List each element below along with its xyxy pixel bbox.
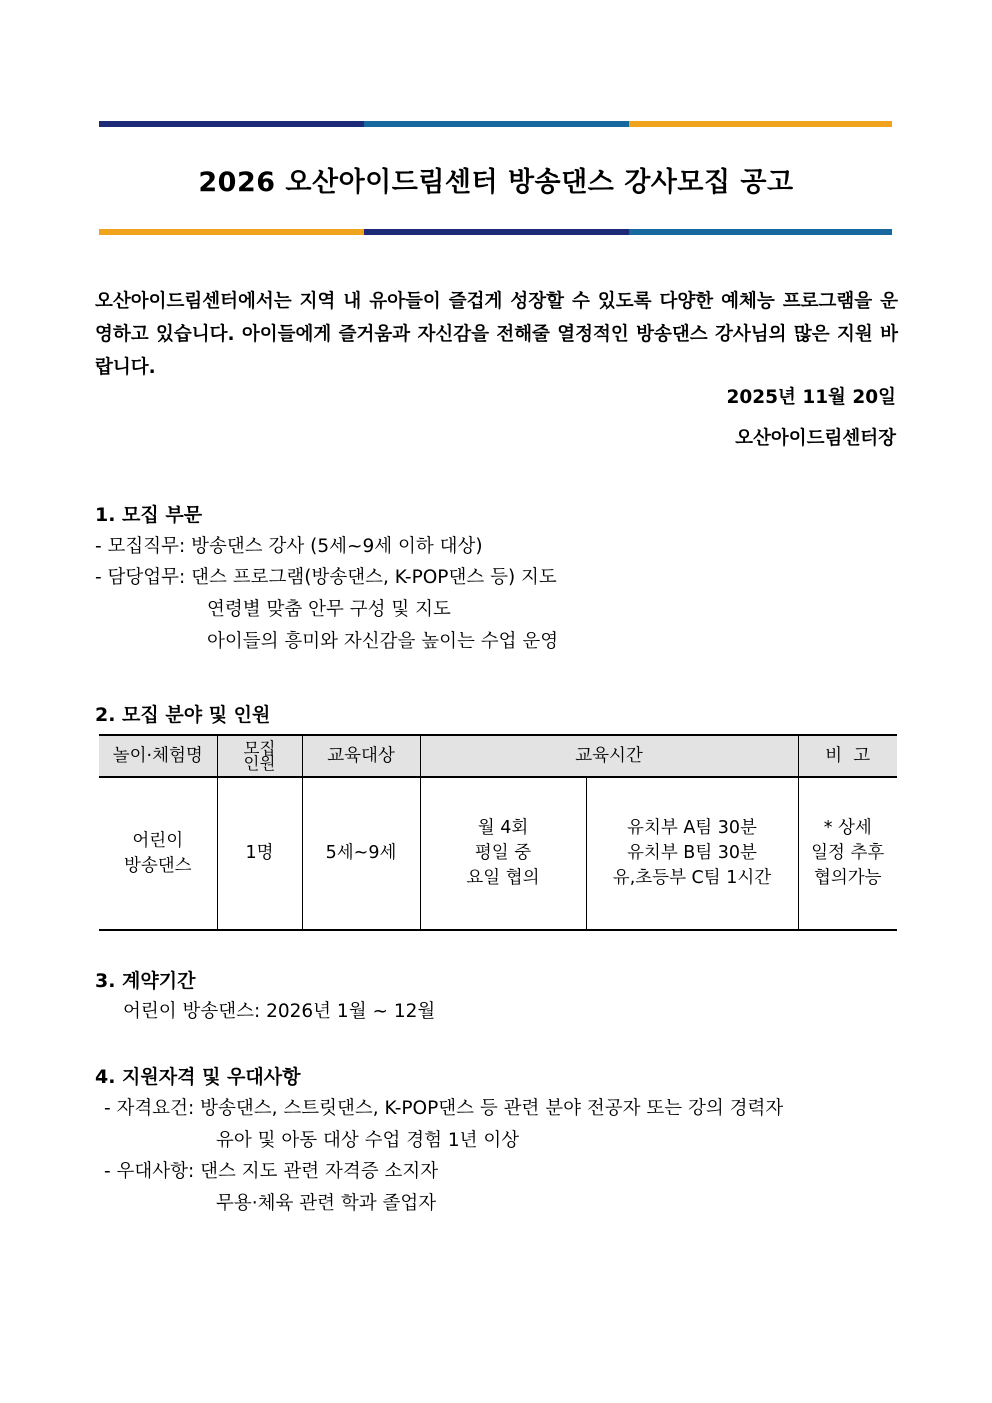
cell-program-line2: 방송댄스: [123, 855, 192, 876]
section4-line-preference-2: 무용·체육 관련 학과 졸업자: [216, 1193, 437, 1214]
cell-target: 5세~9세: [302, 777, 420, 930]
cell-count: 1명: [217, 777, 302, 930]
bottom-bar-orange: [99, 229, 364, 235]
top-bar-navy: [99, 121, 364, 127]
cell-schedule-line1: 월 4회: [477, 818, 529, 838]
bottom-bar-navy: [364, 229, 629, 235]
section4-line-qualification: - 자격요건: 방송댄스, 스트릿댄스, K-POP댄스 등 관련 분야 전공자 또는 강의 경력자: [104, 1098, 784, 1119]
section1-line-duty: - 담당업무: 댄스 프로그램(방송댄스, K-POP댄스 등) 지도: [95, 567, 557, 588]
cell-time-line3: 유,초등부 C팀 1시간: [612, 868, 772, 888]
cell-time-line1: 유치부 A팀 30분: [627, 818, 757, 838]
cell-note-line2: 일정 추후: [811, 843, 885, 863]
section1-line-duty-3: 아이들의 흥미와 자신감을 높이는 수업 운영: [207, 631, 559, 652]
cell-time: [586, 777, 798, 930]
cell-schedule-line2: 평일 중: [474, 843, 532, 863]
top-bar-blue: [364, 121, 629, 127]
table-row: [99, 777, 897, 930]
section4-line-qualification-2: 유아 및 아동 대상 수업 경험 1년 이상: [216, 1130, 520, 1151]
cell-schedule: [420, 777, 586, 930]
bottom-bar-blue: [629, 229, 892, 235]
section4-line-preference: - 우대사항: 댄스 지도 관련 자격증 소지자: [104, 1161, 439, 1182]
announcement-date: 2025년 11월 20일: [726, 387, 896, 408]
table-header-row: [99, 735, 897, 777]
header-note: 비 고: [798, 735, 897, 777]
cell-note-line3: 협의가능: [813, 868, 882, 888]
issuer-name: 오산아이드림센터장: [735, 428, 896, 449]
section1-heading: 1. 모집 부문: [95, 504, 203, 526]
header-count-line1: 모집: [243, 739, 276, 758]
recruitment-table: [99, 734, 897, 931]
section2-heading: 2. 모집 분야 및 인원: [95, 704, 271, 726]
header-count: [217, 735, 302, 777]
section4-heading: 4. 지원자격 및 우대사항: [95, 1066, 301, 1088]
header-target: 교육대상: [302, 735, 420, 777]
header-time: 교육시간: [420, 735, 798, 777]
header-program: 놀이·체험명: [99, 735, 217, 777]
section3-heading: 3. 계약기간: [95, 970, 196, 992]
top-bar-orange: [629, 121, 892, 127]
cell-note: [798, 777, 897, 930]
cell-note-line1: * 상세: [823, 818, 872, 838]
cell-program-line1: 어린이: [132, 830, 184, 851]
section1-line-duty-2: 연령별 맞춤 안무 구성 및 지도: [207, 599, 451, 620]
intro-paragraph: 오산아이드림센터에서는 지역 내 유아들이 즐겁게 성장할 수 있도록 다양한 예체능 프로그램을 운영하고 있습니다. 아이들에게 즐거움과 자신감을 전해줄 열정적인 방송댄스 강사님의 많은 지원 바랍니다.: [95, 291, 898, 378]
header-count-line2: 인원: [243, 754, 276, 773]
cell-program: [99, 777, 217, 930]
section3-line: 어린이 방송댄스: 2026년 1월 ~ 12월: [123, 1001, 436, 1022]
section1-line-job: - 모집직무: 방송댄스 강사 (5세~9세 이하 대상): [95, 536, 483, 557]
cell-time-line2: 유치부 B팀 30분: [627, 843, 757, 863]
page-title: 2026 오산아이드림센터 방송댄스 강사모집 공고: [198, 167, 794, 198]
cell-schedule-line3: 요일 협의: [466, 868, 540, 888]
